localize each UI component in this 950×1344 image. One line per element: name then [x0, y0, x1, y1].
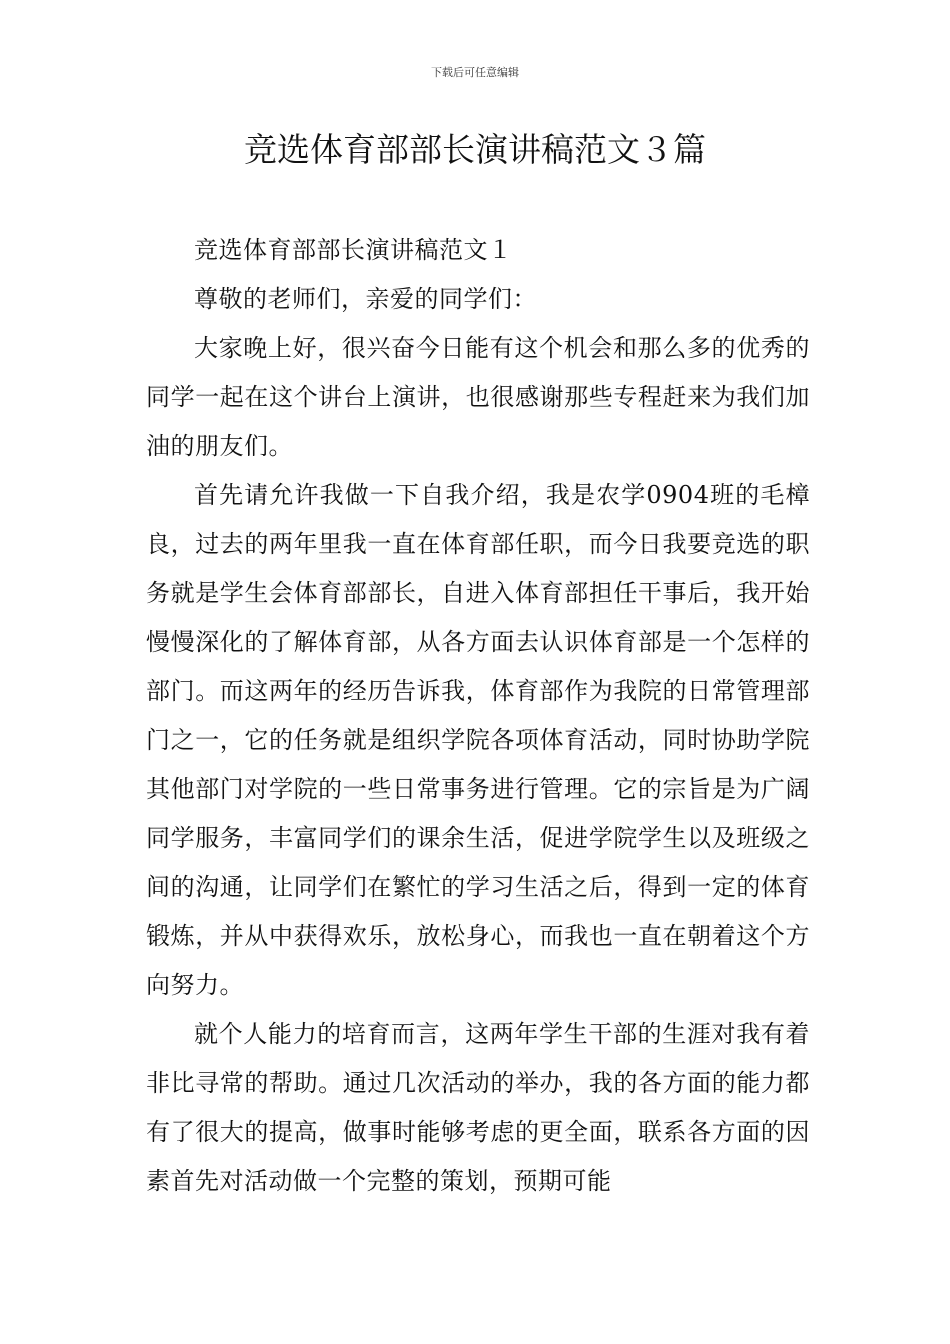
header-note: 下载后可任意编辑	[431, 66, 519, 79]
paragraph-greeting: 尊敬的老师们，亲爱的同学们：	[194, 285, 537, 313]
document-body	[146, 226, 810, 1206]
document-title: 竞选体育部部长演讲稿范文３篇	[244, 130, 706, 169]
paragraph-opening: 大家晚上好，很兴奋今日能有这个机会和那么多的优秀的同学一起在这个讲台上演讲，也很感谢那些专程赶来为我们加油的朋友们。	[146, 334, 810, 460]
paragraph-introduction: 首先请允许我做一下自我介绍，我是农学0904班的毛樟良，过去的两年里我一直在体育部任职，而今日我要竞选的职务就是学生会体育部部长，自进入体育部担任干事后，我开始慢慢深化的了解体育部，从各方面去认识体育部是一个怎样的部门。而这两年的经历告诉我，体育部作为我院的日常管理部门之一，它的任务就是组织学院各项体育活动，同时协助学院其他部门对学院的一些日常事务进行管理。它的宗旨是为广阔同学服务，丰富同学们的课余生活，促进学院学生以及班级之间的沟通，让同学们在繁忙的学习生活之后，得到一定的体育锻炼，并从中获得欢乐，放松身心，而我也一直在朝着这个方向努力。	[146, 481, 810, 999]
paragraph-ability: 就个人能力的培育而言，这两年学生干部的生涯对我有着非比寻常的帮助。通过几次活动的举办，我的各方面的能力都有了很大的提高，做事时能够考虑的更全面，联系各方面的因素首先对活动做一个完整的策划，预期可能	[146, 1020, 810, 1195]
paragraph-subtitle: 竞选体育部部长演讲稿范文１	[194, 236, 513, 264]
